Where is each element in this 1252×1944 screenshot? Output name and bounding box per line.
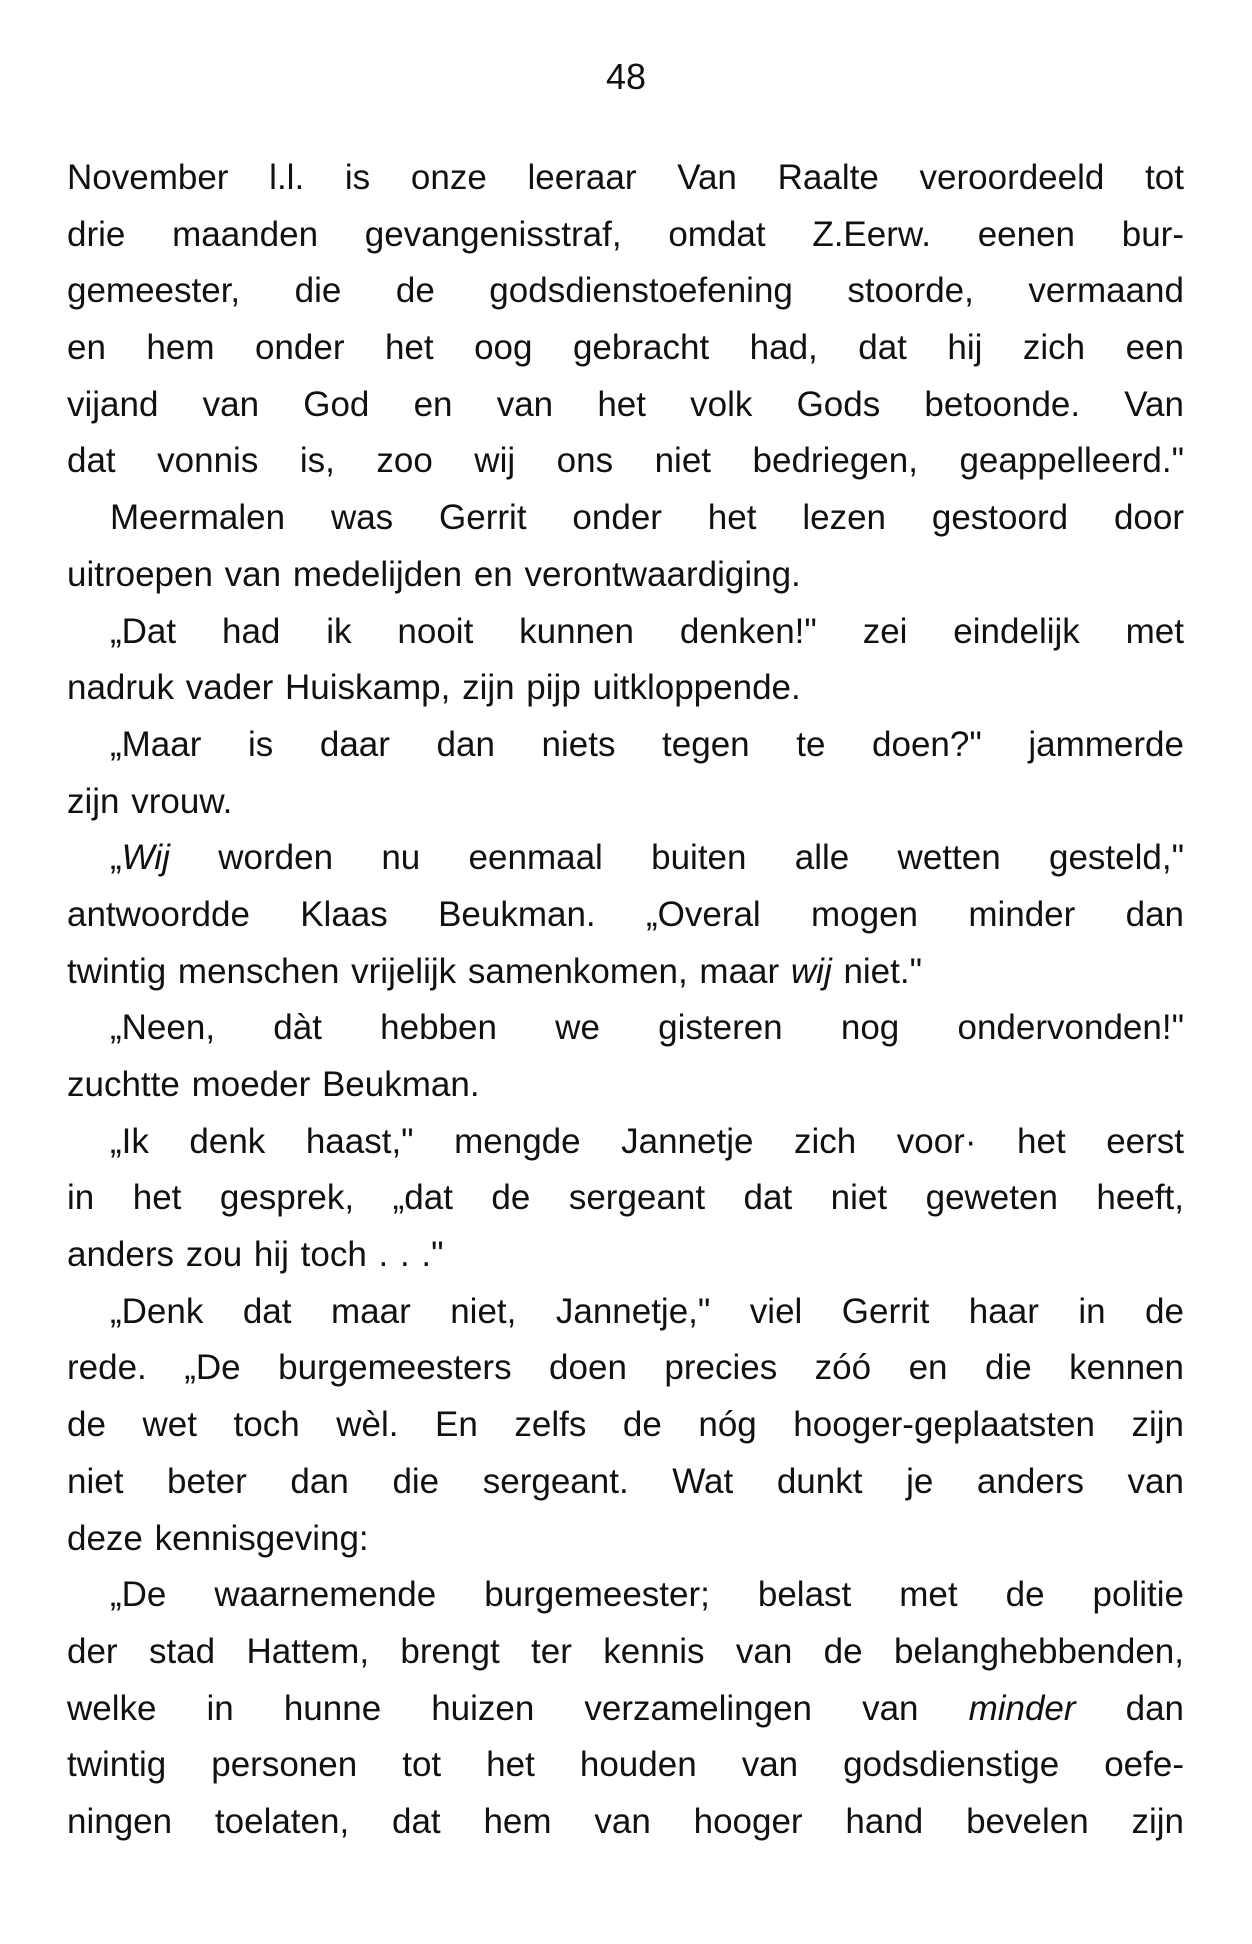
text-segment: „Maar is daar dan niets tegen te doen?" jammerde [110,724,1184,764]
text-segment: niet." [831,951,923,991]
text-segment: „De waarnemende burgemeester; belast met de politie [110,1575,1184,1615]
text-line [67,1567,1184,1624]
text-line [67,207,1184,264]
text-segment: dat vonnis is, zoo wij ons niet bedriegen, geappelleerd." [67,441,1184,481]
text-line [67,433,1184,490]
text-line [67,717,1184,774]
text-line [67,1794,1184,1851]
text-line [67,320,1184,377]
text-line [67,1681,1184,1738]
text-segment: ningen toelaten, dat hem van hooger hand bevelen zijn [67,1801,1184,1841]
text-line [67,263,1184,320]
text-line [67,1170,1184,1227]
text-segment: nadruk vader Huiskamp, zijn pijp uitkloppende. [67,668,801,708]
text-line [67,1454,1184,1511]
text-segment: der stad Hattem, brengt ter kennis van de belanghebbenden, [67,1631,1184,1671]
text-segment: antwoordde Klaas Beukman. „Overal mogen minder dan [67,894,1184,934]
text-line [67,547,1184,604]
text-line [67,660,1184,717]
text-segment: welke in hunne huizen verzamelingen van [67,1688,969,1728]
text-segment: deze kennisgeving: [67,1518,369,1558]
italic-text: Wij [121,838,170,878]
text-line [67,1737,1184,1794]
text-line [67,887,1184,944]
text-segment: „Denk dat maar niet, Jannetje," viel Gerrit haar in de [110,1291,1184,1331]
text-line [67,1511,1184,1568]
page-number: 48 [605,56,647,97]
text-segment: anders zou hij toch . . ." [67,1235,444,1275]
text-segment: November l.l. is onze leeraar Van Raalte veroordeeld tot [67,158,1184,197]
italic-text: wij [790,951,832,991]
text-segment: in het gesprek, „dat de sergeant dat niet geweten heeft, [67,1178,1184,1218]
text-line [67,1227,1184,1284]
italic-text: minder [968,1688,1076,1728]
body-text [67,150,1184,1851]
text-segment: „Ik denk haast," mengde Jannetje zich voor· het eerst [110,1121,1184,1161]
text-segment: zijn vrouw. [67,781,233,821]
text-segment: uitroepen van medelijden en verontwaardiging. [67,554,801,594]
text-segment: Meermalen was Gerrit onder het lezen gestoord door [110,498,1184,538]
text-line [67,1114,1184,1171]
text-line [67,1397,1184,1454]
text-line [67,1057,1184,1114]
text-segment: worden nu eenmaal buiten alle wetten gesteld," [169,838,1184,878]
text-segment: dan [1075,1688,1184,1728]
text-segment: „Dat had ik nooit kunnen denken!" zei eindelijk met [110,611,1184,651]
text-segment: twintig menschen vrijelijk samenkomen, maar [67,951,791,991]
text-segment: drie maanden gevangenisstraf, omdat Z.Eerw. eenen bur- [67,214,1184,254]
text-line [67,1284,1184,1341]
text-line [67,774,1184,831]
text-segment: zuchtte moeder Beukman. [67,1065,480,1104]
text-segment: vijand van God en van het volk Gods betoonde. Van [67,384,1184,424]
text-line [67,944,1184,1001]
text-segment: rede. „De burgemeesters doen precies zóó en die kennen [67,1348,1184,1388]
text-line [67,150,1184,207]
text-segment: niet beter dan die sergeant. Wat dunkt je anders van [67,1461,1184,1501]
text-line [67,377,1184,434]
text-line [67,1340,1184,1397]
text-line [67,490,1184,547]
text-segment: twintig personen tot het houden van godsdienstige oefe- [67,1745,1184,1785]
text-segment: gemeester, die de godsdienstoefening stoorde, vermaand [67,271,1184,311]
text-segment: en hem onder het oog gebracht had, dat hij zich een [67,328,1184,368]
text-segment: „Neen, dàt hebben we gisteren nog ondervonden!" [110,1008,1184,1048]
text-line [67,1624,1184,1681]
text-line [67,830,1184,887]
text-line [67,604,1184,661]
text-segment: „ [110,838,122,878]
text-line [67,1000,1184,1057]
text-segment: de wet toch wèl. En zelfs de nóg hooger-geplaatsten zijn [67,1405,1184,1445]
